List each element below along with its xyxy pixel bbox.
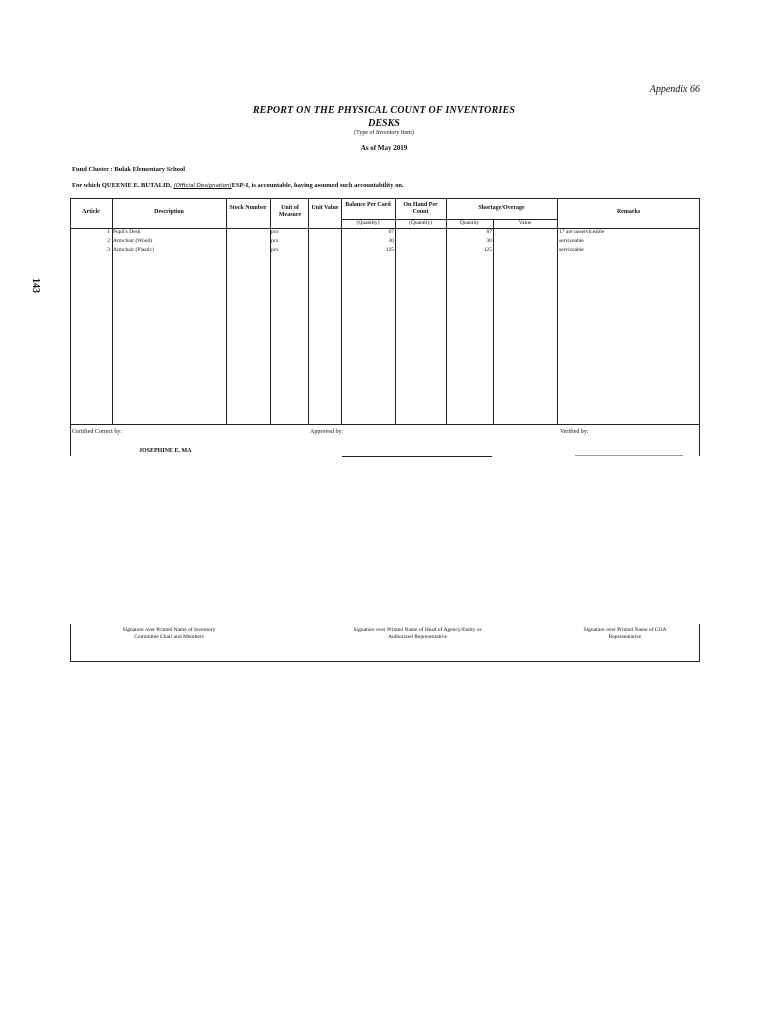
col-divider bbox=[226, 198, 227, 424]
verified-by-label: Verified by: bbox=[560, 429, 589, 435]
cell-balance: 67 bbox=[388, 229, 394, 235]
as-of-date: As of May 2019 bbox=[360, 144, 408, 152]
cell-article: 2 bbox=[107, 238, 110, 244]
report-title: REPORT ON THE PHYSICAL COUNT OF INVENTORIES bbox=[252, 105, 516, 116]
accountable-suffix: ESP-I, is accountable, having assumed such accountability on. bbox=[231, 182, 404, 189]
col-divider bbox=[341, 198, 342, 424]
cell-unit: pcs bbox=[271, 247, 279, 253]
header-balance-per-card: Balance Per Card bbox=[345, 202, 391, 208]
header-on-hand-per-count: On Hand Per Count bbox=[403, 202, 438, 215]
cell-article: 3 bbox=[107, 247, 110, 253]
approved-signature-line bbox=[342, 456, 492, 457]
header-description: Description bbox=[154, 209, 184, 215]
caption-verified: Signature over Printed Name of COA Representative bbox=[583, 627, 667, 640]
subheader-shortage-value: Value bbox=[518, 220, 532, 226]
cell-unit: pcs bbox=[271, 229, 279, 235]
header-remarks: Remarks bbox=[616, 209, 641, 215]
header-unit-value: Unit Value bbox=[311, 205, 339, 211]
header-stock-number: Stock Number bbox=[229, 205, 267, 211]
header-shortage-overage: Shortage/Overage bbox=[478, 205, 525, 211]
accountability-statement bbox=[72, 182, 404, 189]
cell-balance: 125 bbox=[385, 247, 394, 253]
cell-shortage-quantity: 67 bbox=[486, 229, 492, 235]
cell-remarks: serviceable bbox=[559, 238, 584, 244]
verified-signature-line bbox=[575, 455, 683, 456]
subheader-shortage-quantity: Quantity bbox=[459, 220, 480, 226]
cell-remarks: serviceable bbox=[559, 247, 584, 253]
col-divider bbox=[493, 219, 494, 424]
accountable-prefix: For which QUEENIE E. BUTALID, bbox=[72, 182, 172, 189]
cell-description: Pupil's Desk bbox=[113, 229, 141, 235]
cell-balance: 30 bbox=[388, 238, 394, 244]
inventory-type-note: (Type of Inventory Item) bbox=[354, 130, 414, 136]
page-side-number: 143 bbox=[30, 278, 41, 293]
subheader-balance-quantity: (Quantity) bbox=[356, 220, 380, 226]
fund-cluster: Fund Cluster : Bulak Elementary School bbox=[72, 166, 186, 173]
approved-by-label: Approved by: bbox=[310, 429, 344, 435]
certified-signer-name: JOSEPHINE E. MA bbox=[139, 448, 192, 454]
caption-approved: Signature over Printed Name of Head of Agency/Entity or Authorized Representative bbox=[353, 627, 482, 640]
table-bottom-line bbox=[70, 424, 700, 425]
header-unit-of-measure: Unit of Measure bbox=[278, 205, 302, 218]
cell-description: Armchair (Wood) bbox=[113, 238, 153, 244]
col-divider bbox=[308, 198, 309, 424]
caption-certified: Signature over Printed Name of Inventory Committee Chair and Members bbox=[122, 627, 216, 640]
cell-remarks: 17 are unserviceable bbox=[559, 229, 605, 235]
cell-unit: pcs bbox=[271, 238, 279, 244]
subheader-onhand-quantity: (Quantity) bbox=[409, 220, 432, 226]
inventory-table bbox=[70, 198, 700, 456]
cell-shortage-quantity: 125 bbox=[483, 247, 492, 253]
report-subject: DESKS bbox=[368, 118, 400, 129]
col-divider bbox=[557, 198, 558, 424]
col-divider bbox=[395, 198, 396, 424]
cell-shortage-quantity: 30 bbox=[486, 238, 492, 244]
cell-article: 1 bbox=[107, 229, 110, 235]
cell-description: Armchair (Plastic) bbox=[113, 247, 154, 253]
official-designation: (Official Designation) bbox=[173, 183, 232, 189]
certified-correct-label: Certified Correct by: bbox=[72, 429, 122, 435]
appendix-label: Appendix 66 bbox=[649, 84, 700, 95]
header-article: Article bbox=[82, 209, 100, 215]
